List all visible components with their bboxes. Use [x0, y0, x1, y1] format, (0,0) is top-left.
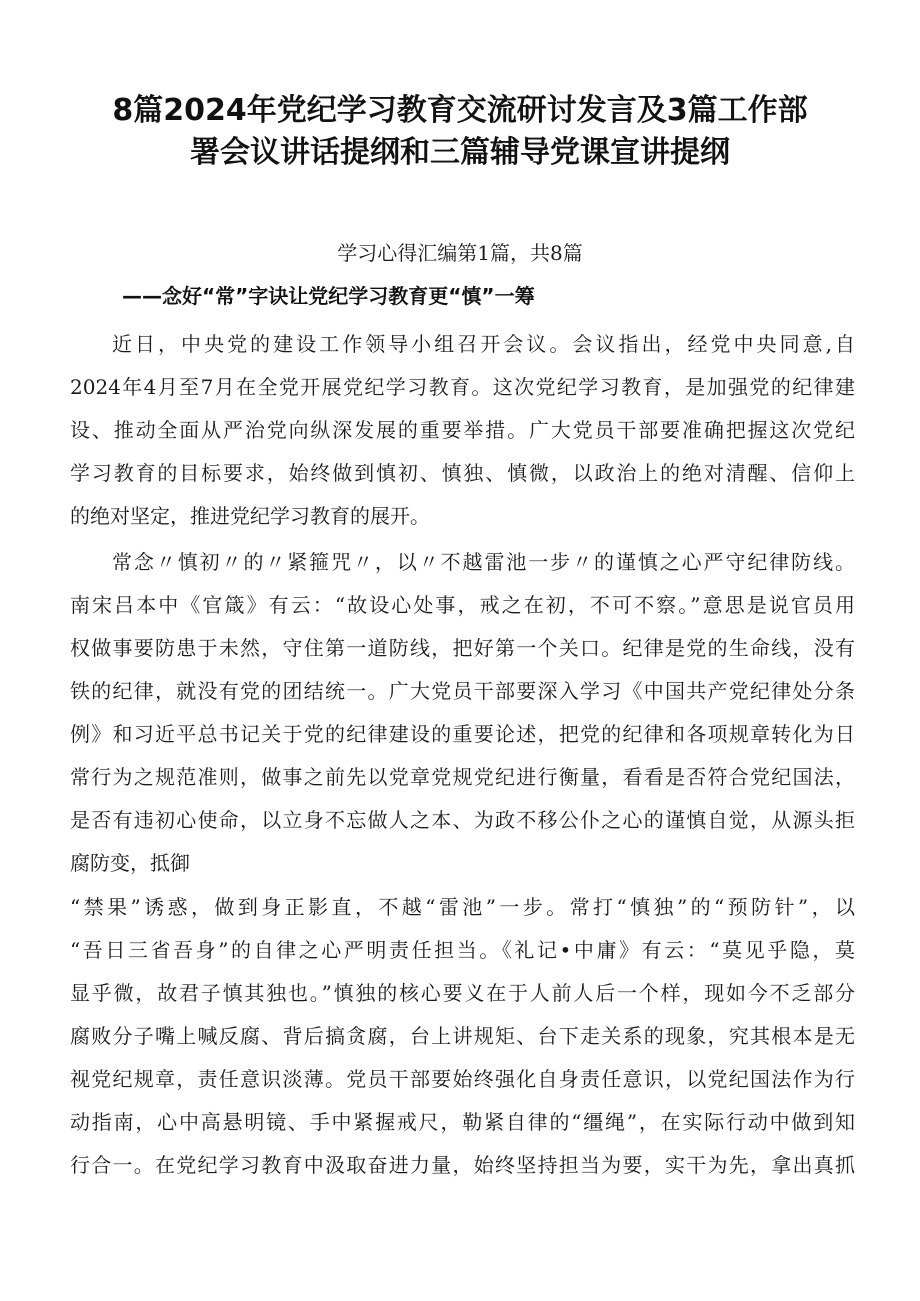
paragraph-2-line-8: 腐防变，抵御	[70, 851, 190, 875]
paragraph-3-line-5: 视党纪规章，责任意识淡薄。党员干部要始终强化自身责任意识，以党纪国法作为行	[70, 1067, 855, 1091]
paragraph-2-line-2: 南宋吕本中《官箴》有云：“故设心处事，戒之在初，不可不察。”意思是说官员用	[70, 593, 855, 617]
paragraph-1-line-4: 学习教育的目标要求，始终做到慎初、慎独、慎微，以政治上的绝对清醒、信仰上	[70, 461, 855, 485]
section-heading: ——念好“常”字诀让党纪学习教育更“慎”一筹	[122, 284, 535, 308]
paragraph-1-line-5: 的绝对坚定，推进党纪学习教育的展开。	[70, 504, 430, 528]
paragraph-2-line-3: 权做事要防患于未然，守住第一道防线，把好第一个关口。纪律是党的生命线，没有	[70, 636, 855, 660]
paragraph-3-line-2: “吾日三省吾身”的自律之心严明责任担当。《礼记•中庸》有云：“莫见乎隐，莫	[70, 938, 855, 962]
document-title-line-1: 8篇2024年党纪学习教育交流研讨发言及3篇工作部	[112, 93, 808, 128]
paragraph-2-line-6: 常行为之规范准则，做事之前先以党章党规党纪进行衡量，看看是否符合党纪国法，	[70, 765, 855, 789]
paragraph-2-line-1: 常念〃慎初〃的〃紧箍咒〃，以〃不越雷池一步〃的谨慎之心严守纪律防线。	[112, 550, 855, 574]
paragraph-2-line-4: 铁的纪律，就没有党的团结统一。广大党员干部要深入学习《中国共产党纪律处分条	[70, 679, 855, 703]
paragraph-3-line-4: 腐败分子嘴上喊反腐、背后搞贪腐，台上讲规矩、台下走关系的现象，究其根本是无	[70, 1024, 855, 1048]
paragraph-1-line-2: 2024年4月至7月在全党开展党纪学习教育。这次党纪学习教育，是加强党的纪律建	[70, 375, 855, 399]
paragraph-2-line-5: 例》和习近平总书记关于党的纪律建设的重要论述，把党的纪律和各项规章转化为日	[70, 722, 855, 746]
section-subtitle: 学习心得汇编第1篇，共8篇	[337, 241, 583, 265]
paragraph-3-line-3: 显乎微，故君子慎其独也。”慎独的核心要义在于人前人后一个样，现如今不乏部分	[70, 981, 855, 1005]
paragraph-3-line-1: “禁果”诱惑，做到身正影直，不越“雷池”一步。常打“慎独”的“预防针”，以	[70, 895, 855, 919]
paragraph-2-line-7: 是否有违初心使命，以立身不忘做人之本、为政不移公仆之心的谨慎自觉，从源头拒	[70, 808, 855, 832]
paragraph-1-line-1: 近日，中央党的建设工作领导小组召开会议。会议指出，经党中央同意,自	[112, 332, 855, 356]
paragraph-3-line-7: 行合一。在党纪学习教育中汲取奋进力量，始终坚持担当为要，实干为先，拿出真抓	[70, 1153, 855, 1177]
paragraph-1-line-3: 设、推动全面从严治党向纵深发展的重要举措。广大党员干部要准确把握这次党纪	[70, 418, 855, 442]
document-title-line-2: 署会议讲话提纲和三篇辅导党课宣讲提纲	[190, 135, 730, 170]
paragraph-3-line-6: 动指南，心中高悬明镜、手中紧握戒尺，勒紧自律的“缰绳”，在实际行动中做到知	[70, 1110, 855, 1134]
